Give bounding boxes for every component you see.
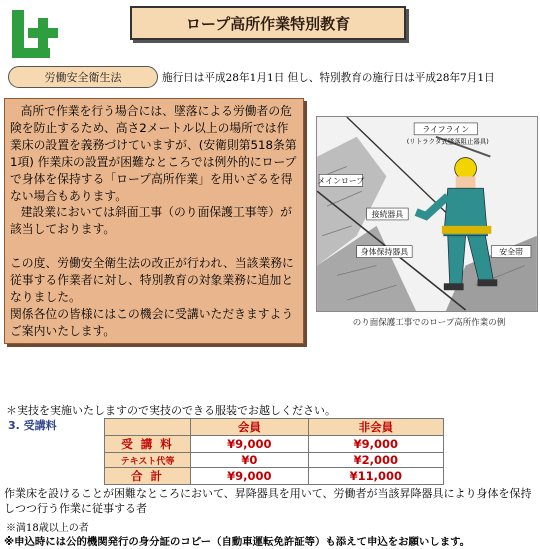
fee-row-label: 合 計 bbox=[105, 468, 191, 485]
main-explanation bbox=[4, 98, 304, 344]
table-row bbox=[105, 436, 444, 453]
label-connector: 接続器具 bbox=[371, 209, 404, 219]
fee-header-member: 会員 bbox=[191, 419, 309, 436]
fee-table bbox=[104, 418, 444, 485]
note-practical: ＊実技を実施いたしますので実技のできる服装でお越しください。 bbox=[6, 404, 336, 417]
fee-table-header bbox=[105, 419, 444, 436]
fee-member-value: ¥9,000 bbox=[191, 468, 309, 485]
figure-caption: のり面保護工事でのロープ高所作業の例 bbox=[352, 318, 506, 328]
fee-nonmember-value: ¥11,000 bbox=[308, 468, 443, 485]
fee-row-label: テキスト代等 bbox=[105, 453, 191, 468]
label-body-holder: 身体保持器具 bbox=[360, 247, 409, 257]
main-paragraph-3: この度、労働安全衛生法の改正が行われ、当該業務に従事する作業者に対し、特別教育の対象業務に追加となりました。 bbox=[10, 256, 294, 305]
main-paragraph-2: 建設業においては斜面工事（のり面保護工事等）が該当しております。 bbox=[10, 205, 292, 237]
fee-member-value: ¥9,000 bbox=[191, 436, 309, 453]
law-badge: 労働安全衛生法 bbox=[8, 66, 158, 88]
fee-header-empty bbox=[105, 419, 191, 436]
main-paragraph-1: 高所で作業を行う場合には、墜落による労働者の危険を防止するため、高さ2メートル以上の場所では作業床の設置を義務づけていますが、(安衛則第518条第1項) 作業床の設置が困難なところでは例外的にロープで身体を保持する「ロープ高所作業」を用いざるを得ない場合もあります。 bbox=[10, 104, 297, 203]
main-paragraph-4: 関係各位の皆様にはこの機会に受講いただきますようご案内いたします。 bbox=[10, 306, 294, 338]
fee-nonmember-value: ¥2,000 bbox=[308, 453, 443, 468]
label-lifeline-sub: (リトラクタ式墜落阻止器具) bbox=[406, 137, 489, 146]
section-fee-heading: 3. 受講料 bbox=[8, 419, 57, 432]
page-title: ロープ高所作業特別教育 bbox=[130, 6, 406, 40]
organization-logo-icon bbox=[4, 4, 66, 62]
label-main-rope: メインロープ bbox=[317, 176, 365, 186]
fee-row-label: 受 講 料 bbox=[105, 436, 191, 453]
note-age: ※満18歳以上の者 bbox=[6, 523, 89, 534]
table-row bbox=[105, 453, 444, 468]
fee-nonmember-value: ¥9,000 bbox=[308, 436, 443, 453]
table-row bbox=[105, 468, 444, 485]
law-effective-dates: 施行日は平成28年1月1日 但し、特別教育の施行日は平成28年7月1日 bbox=[162, 72, 495, 84]
rope-work-illustration bbox=[316, 116, 538, 312]
label-lifeline: ライフライン bbox=[422, 124, 470, 134]
note-application: ※申込時には公的機関発行の身分証のコピー（自動車運転免許証等）も添えて申込をお願いします。 bbox=[4, 536, 471, 548]
target-description: 作業床を設けることが困難なところにおいて、昇降器具を用いて、労働者が当該昇降器具により身体を保持しつつ行う作業に従事する者 bbox=[4, 487, 532, 515]
fee-header-nonmember: 非会員 bbox=[308, 419, 443, 436]
fee-member-value: ¥0 bbox=[191, 453, 309, 468]
label-safety-belt: 安全帯 bbox=[499, 247, 523, 257]
